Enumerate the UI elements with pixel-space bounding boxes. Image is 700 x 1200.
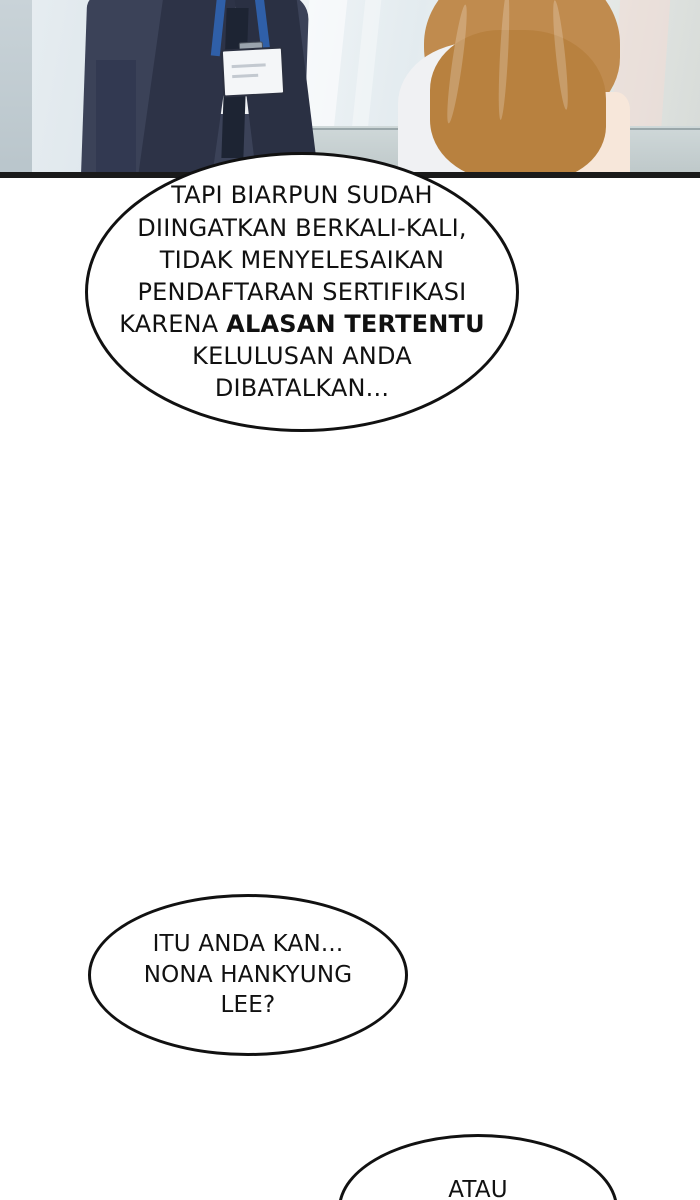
balloon-line: TAPI BIARPUN SUDAH <box>171 181 433 210</box>
speech-balloon-2-text <box>122 929 375 1021</box>
balloon-line: DIBATALKAN... <box>214 374 390 403</box>
badge-text-line <box>232 74 258 78</box>
balloon-line: ITU ANDA KAN... <box>152 930 344 957</box>
speech-balloon-3-text <box>426 1175 530 1200</box>
balloon-line: LEE? <box>220 992 276 1019</box>
top-comic-panel <box>0 0 700 178</box>
balloon-line: KARENA <box>119 310 227 339</box>
balloon-line-emphasis: ALASAN TERTENTU <box>226 310 485 339</box>
speech-balloon-1-text <box>97 179 507 404</box>
id-badge <box>221 46 285 97</box>
balloon-line: TIDAK MENYELESAIKAN <box>159 245 445 274</box>
balloon-line: PENDAFTARAN SERTIFIKASI <box>137 277 467 306</box>
speech-balloon-1 <box>85 152 519 432</box>
balloon-line: NONA HANKYUNG <box>143 961 353 988</box>
speech-balloon-2 <box>88 894 408 1056</box>
speech-balloon-3 <box>338 1134 618 1200</box>
balloon-line: DIINGATKAN BERKALI-KALI, <box>137 213 467 242</box>
man-arm <box>96 60 136 178</box>
balloon-line: KELULUSAN ANDA <box>192 342 412 371</box>
balloon-line: ATAU <box>448 1176 508 1200</box>
panel-left-wall <box>0 0 32 178</box>
badge-text-line <box>232 63 266 68</box>
